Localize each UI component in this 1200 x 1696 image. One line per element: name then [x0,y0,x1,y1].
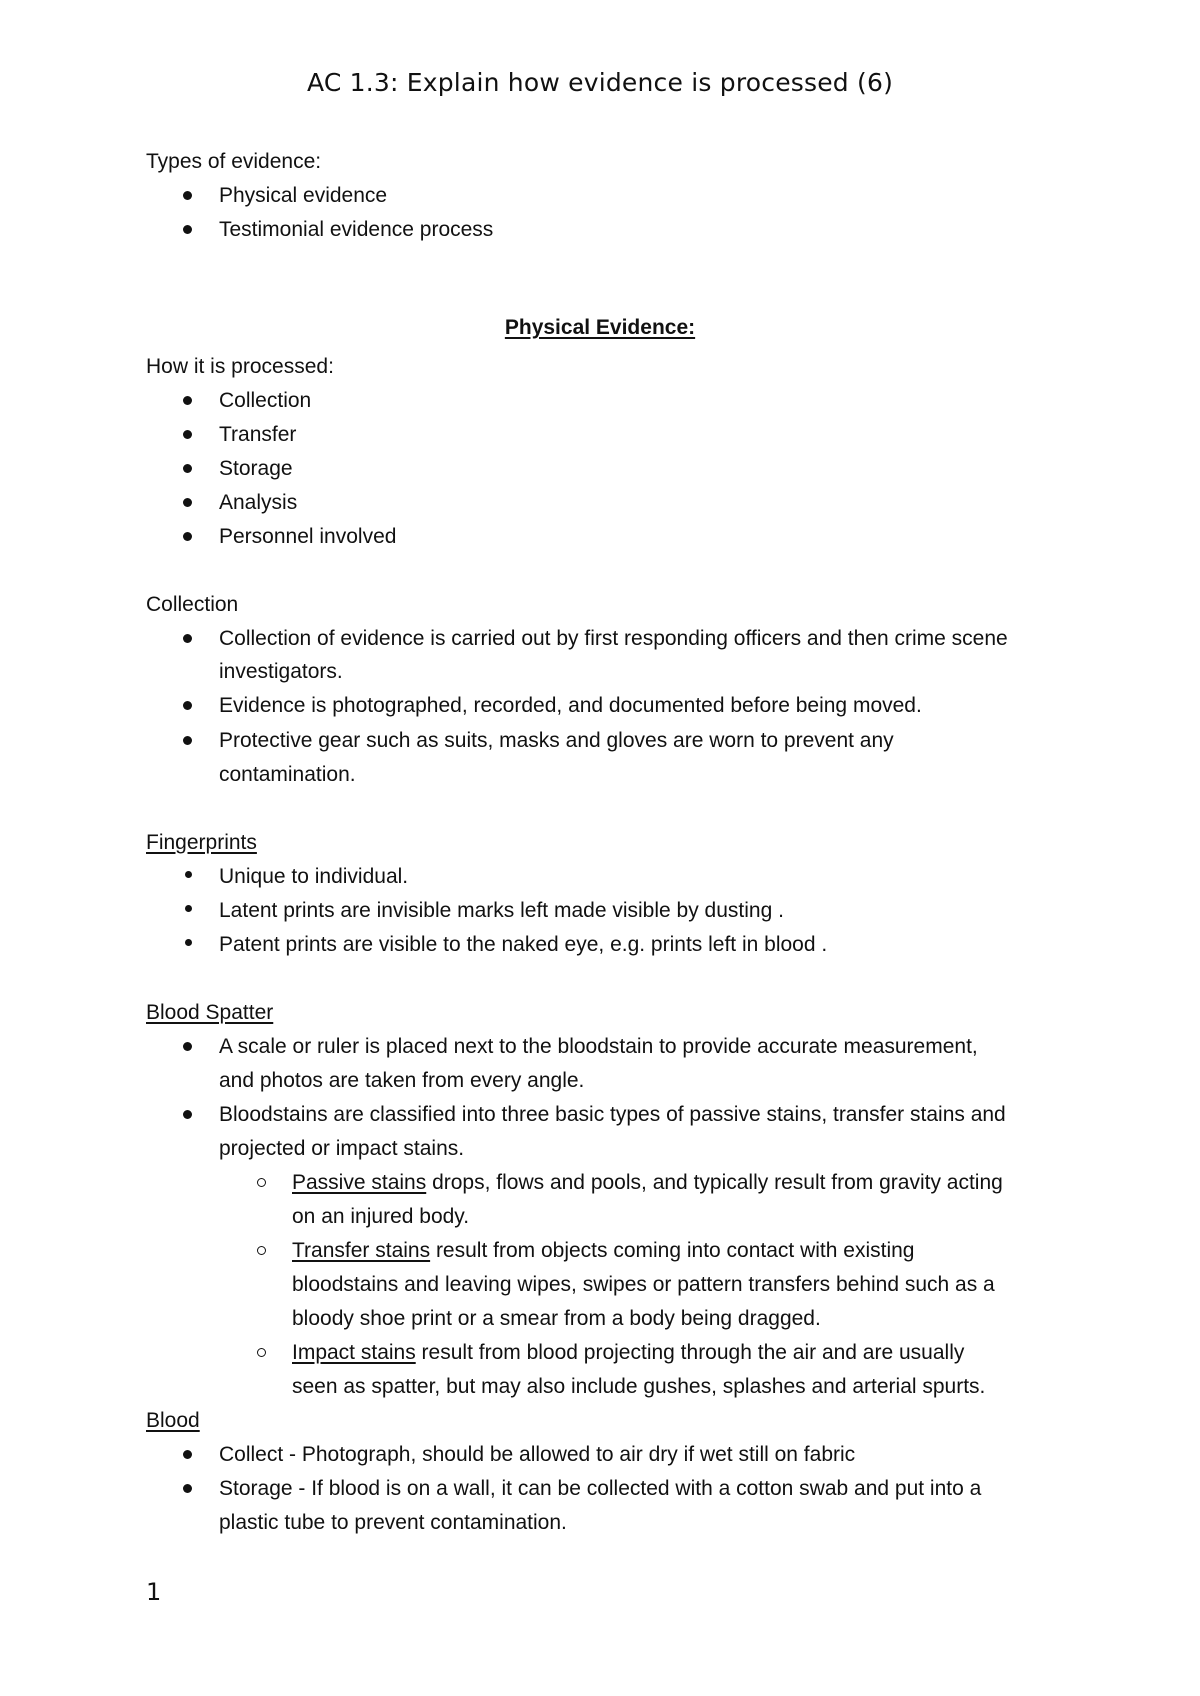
circle-bullet-icon [257,1178,266,1187]
bullet-icon [185,939,192,946]
impact-stains-label: Impact stains [292,1341,416,1364]
bullet-icon [183,1484,192,1493]
bullet-icon [183,1450,192,1459]
bullet-icon [183,498,192,507]
page-number: 1 [146,1578,162,1606]
list-item: Collection of evidence is carried out by first responding officers and then crime scene [219,627,1008,650]
bullet-icon [185,871,192,878]
list-item: Storage - If blood is on a wall, it can be collected with a cotton swab and put into a [219,1477,982,1500]
list-item-continuation: investigators. [219,660,343,683]
transfer-stains-text: result from objects coming into contact with existing [430,1239,915,1262]
list-item: Analysis [219,491,298,514]
bullet-icon [183,464,192,473]
blood-heading: Blood [146,1409,200,1432]
list-item: Latent prints are invisible marks left made visible by dusting . [219,899,784,922]
list-item: Protective gear such as suits, masks and gloves are worn to prevent any [219,729,894,752]
list-item-continuation: contamination. [219,763,356,786]
list-item: Collect - Photograph, should be allowed to air dry if wet still on fabric [219,1443,856,1466]
list-item-continuation: projected or impact stains. [219,1137,465,1160]
list-item: Personnel involved [219,525,397,548]
list-item-continuation: plastic tube to prevent contamination. [219,1511,567,1534]
list-item: Transfer [219,423,297,446]
list-item: Physical evidence [219,184,388,207]
list-item: Testimonial evidence process [219,218,494,241]
sub-list-item [292,1336,964,1370]
list-item: Evidence is photographed, recorded, and documented before being moved. [219,694,922,717]
types-heading: Types of evidence: [146,150,322,173]
how-processed-heading: How it is processed: [146,355,334,378]
bullet-icon [183,225,192,234]
list-item: Collection [219,389,312,412]
bullet-icon [183,1042,192,1051]
sub-list-item-continuation: seen as spatter, but may also include gushes, splashes and arterial spurts. [292,1375,986,1398]
bullet-icon [183,736,192,745]
sub-list-item-continuation: on an injured body. [292,1205,470,1228]
bullet-icon [183,634,192,643]
circle-bullet-icon [257,1348,266,1357]
passive-stains-label: Passive stains [292,1171,427,1194]
impact-stains-text: result from blood projecting through the air and are usually [415,1341,965,1364]
bullet-icon [183,1110,192,1119]
bullet-icon [183,430,192,439]
bullet-icon [183,532,192,541]
list-item-continuation: and photos are taken from every angle. [219,1069,585,1092]
page-title: AC 1.3: Explain how evidence is processed (6) [306,68,894,97]
fingerprints-heading: Fingerprints [146,831,257,854]
list-item: Patent prints are visible to the naked eye, e.g. prints left in blood . [219,933,828,956]
transfer-stains-label: Transfer stains [292,1239,431,1262]
sub-list-item-continuation: bloody shoe print or a smear from a body being dragged. [292,1307,821,1330]
passive-stains-text: drops, flows and pools, and typically result from gravity acting [426,1171,1003,1194]
collection-heading: Collection [146,593,239,616]
bullet-icon [183,396,192,405]
physical-evidence-heading: Physical Evidence: [504,316,696,339]
sub-list-item [292,1234,914,1268]
bullet-icon [183,701,192,710]
list-item: A scale or ruler is placed next to the bloodstain to provide accurate measurement, [219,1035,978,1058]
sub-list-item [292,1166,1003,1200]
list-item: Storage [219,457,293,480]
sub-list-item-continuation: bloodstains and leaving wipes, swipes or pattern transfers behind such as a [292,1273,995,1296]
bullet-icon [185,905,192,912]
circle-bullet-icon [257,1246,266,1255]
list-item: Bloodstains are classified into three basic types of passive stains, transfer stains and [219,1103,1006,1126]
blood-spatter-heading: Blood Spatter [146,1001,274,1024]
list-item: Unique to individual. [219,865,409,888]
bullet-icon [183,191,192,200]
